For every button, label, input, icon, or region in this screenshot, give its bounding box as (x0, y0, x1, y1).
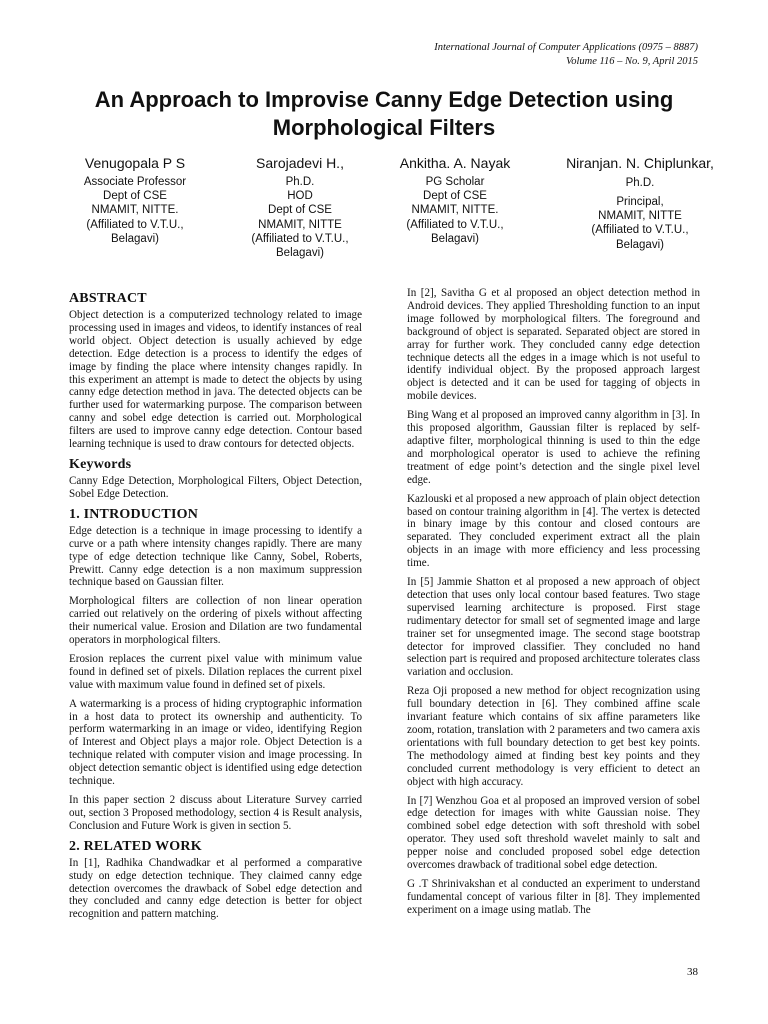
author-degree: Ph.D. (625, 177, 655, 189)
author-affiliation: (Affiliated to V.T.U., (86, 218, 184, 231)
related-work-heading: 2. RELATED WORK (69, 838, 202, 854)
related-work-paragraph: G .T Shrinivakshan et al conducted an experiment to understand fundamental concept of various filter in [8]. They implemented experiment on a image using matlab. The (407, 877, 700, 916)
author-4 (555, 155, 725, 252)
author-affiliation: PG Scholar (425, 176, 485, 188)
journal-volume: Volume 116 – No. 9, April 2015 (565, 56, 698, 67)
related-work-paragraph: Kazlouski et al proposed a new approach of plain object detection based on contour training algorithm in [4]. The vertex is detected in binary image by this contour and closed contours are separated. They concluded experiment extract all the plain objects in an image with more efficiency and less processing time. (407, 492, 700, 570)
author-affiliation: (Affiliated to V.T.U., (406, 218, 504, 231)
author-affiliation: HOD (287, 190, 313, 203)
introduction-paragraph: A watermarking is a process of hiding cryptographic information in a host data to protect its ownership and authenticity. To perform watermarking in an image or video, identifying Region of Interest and Object plays a major role. Object Detection is a technique related with computer vision and image processing. In object detection semantic object is identified using edge detection technique. (69, 697, 362, 788)
introduction-paragraph: Erosion replaces the current pixel value with minimum value found in defined set of pixels. Dilation replaces the current pixel value with maximum value found in defined set of pixels. (69, 652, 362, 691)
author-affiliation: NMAMIT, NITTE (598, 210, 682, 223)
paper-title: An Approach to Improvise Canny Edge Detection using Morphological Filters (94, 87, 674, 140)
author-affiliation: NMAMIT, NITTE. (91, 204, 179, 217)
abstract-heading: ABSTRACT (69, 291, 147, 306)
journal-name: International Journal of Computer Applications (0975 – 8887) (434, 42, 698, 53)
related-work-paragraph: In [5] Jammie Shatton et al proposed a new approach of object detection that uses only local contour based features. Two stage supervised learning architecture is proposed. First stage rudimentary detector for small set of segmented image and large trainer set for unsegmented image. The second stage bootstrap detector for improved classifier. They concluded no hand selection part is required and proposed architecture tolerates class variation and occlusion. (407, 576, 700, 679)
related-work-paragraph: Bing Wang et al proposed an improved canny algorithm in [3]. In this proposed algorithm, Gaussian filter is replaced by self-adaptive filter, morphological thinning is used to thin the edge and morphological operator is used to achieve the refining treatment of edge point’s detection and the single pixel level edge. (407, 409, 700, 486)
introduction-paragraph: In this paper section 2 discuss about Literature Survey carried out, section 3 Proposed methodology, section 4 is Result analysis, Conclusion and Future Work is given in section 5. (69, 794, 362, 832)
author-affiliation: Dept of CSE (423, 190, 487, 203)
author-affiliation: Dept of CSE (103, 190, 167, 203)
related-work-paragraph: In [1], Radhika Chandwadkar et al performed a comparative study on edge detection technique. They claimed canny edge detection overcomes the drawback of Sobel edge detection and they concluded and canny edge detection is better for object recognition and pattern matching. (69, 856, 362, 921)
journal-header (434, 41, 698, 69)
author-3 (385, 155, 525, 246)
related-work-paragraph: In [7] Wenzhou Goa et al proposed an improved version of sobel edge detection for images with white Gaussian noise. They combined sobel edge detection with soft threshold with sobel operator. They used soft threshold wavelet mainly to salt and pepper noise and concluded proposed sobel edge detection overcomes drawback of traditional sobel edge detection. (407, 794, 700, 872)
author-affiliation: NMAMIT, NITTE (258, 218, 342, 231)
introduction-heading: 1. INTRODUCTION (69, 506, 199, 522)
left-column (69, 287, 362, 927)
author-affiliation: (Affiliated to V.T.U., (251, 232, 349, 245)
keywords-text: Canny Edge Detection, Morphological Filters, Object Detection, Sobel Edge Detection. (69, 474, 362, 500)
author-2 (215, 155, 385, 260)
introduction-paragraph: Edge detection is a technique in image processing to identify a curve or a path where intensity changes rapidly. There are many type of edge detection technique like Canny, Sobel, Roberts, Prewitt. Canny edge detection is a non maximum suppression technique based on Gaussian filter. (69, 524, 362, 589)
author-affiliation: Dept of CSE (268, 204, 332, 217)
author-name: Ankitha. A. Nayak (399, 155, 511, 171)
page-number: 38 (687, 966, 698, 978)
author-1 (50, 155, 220, 246)
author-affiliation: Principal, (616, 196, 664, 208)
author-affiliation: Belagavi) (276, 247, 324, 260)
right-column (407, 287, 700, 923)
introduction-paragraph: Morphological filters are collection of non linear operation carried out relatively on the ordering of pixels without affecting their numerical value. Erosion and Dilation are two fundamental operators in morphological filters. (69, 595, 362, 647)
author-name: Sarojadevi H., (256, 155, 344, 171)
author-affiliation: Belagavi) (616, 238, 664, 251)
author-affiliation: (Affiliated to V.T.U., (591, 224, 689, 237)
related-work-paragraph: Reza Oji proposed a new method for object recognization using full boundary detection in [6]. They combined affine scale invariant feature which contains of six affine parameters like zoom, rotation, translation with 2 parameters and two camera axis orientations with full boundary detection to get best key points. The methodology aimed at finding best key points and they concluded current methodology is very efficient to detect an object with high accuracy. (407, 685, 700, 788)
author-name: Niranjan. N. Chiplunkar, Ph.D. (566, 155, 714, 189)
related-work-paragraph: In [2], Savitha G et al proposed an object detection method in Android devices. They applied Thresholding function to an input image followed by morphological filters. The foreground and background of object is separated. Separated object are stored in array for further work. They concluded canny edge detection technique detects all the edges in a image which is not useful to identify individual object. By the proposed approach largest object is detected and it can be used for tagging of objects in mobile devices. (407, 287, 700, 403)
author-affiliation: Associate Professor (83, 176, 187, 188)
author-affiliation: Belagavi) (431, 232, 479, 245)
author-affiliation: Ph.D. (285, 176, 315, 188)
abstract-text: Object detection is a computerized technology related to image processing used in images and videos, to identify instances of real world object. Object detection is usually achieved by edge detection. Edge detection is a process to identify the edges of image by finding the place where intensity changes rapidly. In this experiment an attempt is made to detect the objects by using canny edge detection method in java. The detected objects can be further used for watermarking purpose. The comparison between canny and sobel edge detection is carried out. Morphological filters are used to improve canny edge detection. Contour based learning technique is used to draw contours for detected objects. (69, 309, 362, 451)
author-affiliation: Belagavi) (111, 232, 159, 245)
author-name: Venugopala P S (84, 155, 186, 171)
author-affiliation: NMAMIT, NITTE. (411, 204, 499, 217)
keywords-heading: Keywords (69, 456, 132, 472)
